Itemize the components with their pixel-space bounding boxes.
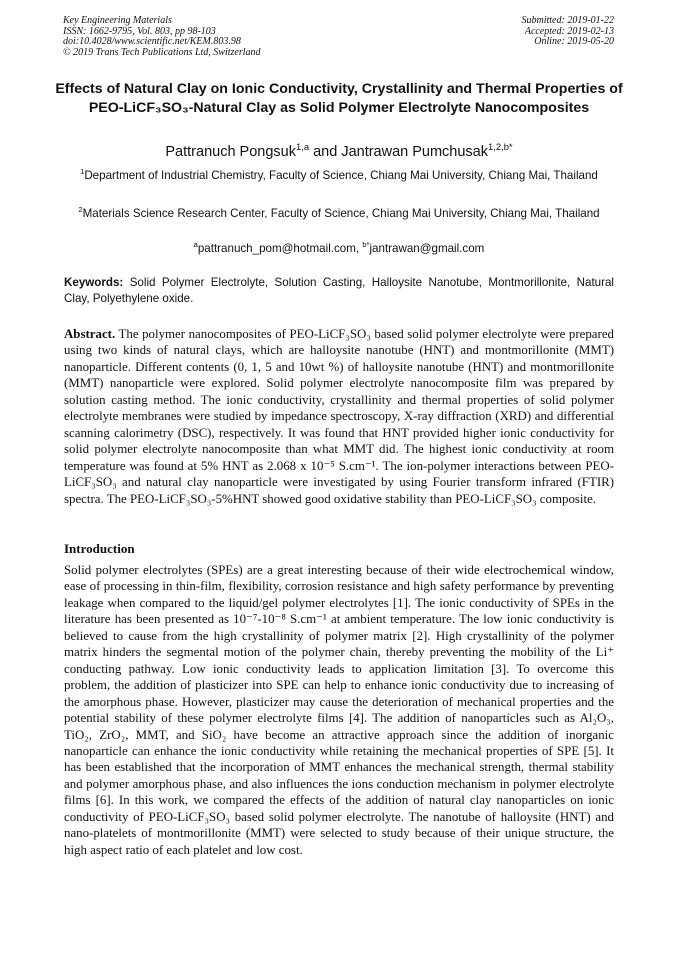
introduction-paragraph: Solid polymer electrolytes (SPEs) are a great interesting because of their wide electrochemical window, ease of processing in thin-film, flexibility, corrosion resistance and high safety performance by preventing leakage when compared to the liquid/gel polymer electrolytes [1]. The ionic conductivity of SPEs in the literature has been presented as 10⁻⁷-10⁻⁸ S.cm⁻¹ at ambient temperature. The low ionic conductivity is believed to cause from the high crystallinity of polymer matrix [2]. High crystallinity of the polymer matrix hinders the segmental motion of the polymer chain, thereby preventing the mobility of the Li⁺ conducting pathway. Low ionic conductivity leads to application limitation [3]. To overcome this problem, the addition of plasticizer into SPE can help to enhance ionic conductivity due to increasing of the amorphous phase. However, plasticizer may cause the deterioration of mechanical properties and the potential stability of these polymer electrolyte films [4]. The addition of nanoparticles such as Al₂O₃, TiO₂, ZrO₂, MMT, and SiO₂ have become an attractive approach since the addition of inorganic nanoparticle can enhance the ionic conductivity while retaining the mechanical properties of SPE [5]. It has been established that the incorporation of MMT enhances the mechanical strength, thermal stability and polymer amorphous phase, and also influences the ions conduction mechanism in polymer electrolyte films [6]. In this work, we compared the effects of the addition of natural clay nanoparticles on ionic conductivity of PEO-LiCF₃SO₃ based solid polymer electrolyte. The nanotube of halloysite (HNT) and nano-platelets of montmorillonite (MMT) were selected to study because of their unique structure, the high aspect ratio of each platelet and low cost. xyxy=(64,563,614,857)
email-address: jantrawan@gmail.com xyxy=(369,242,485,255)
section-heading: Introduction xyxy=(64,541,135,556)
author-affiliation-mark: 1,a xyxy=(295,141,310,153)
affiliation-text: Department of Industrial Chemistry, Faculty of Science, Chiang Mai University, Chiang Mai, Thailand xyxy=(84,169,598,182)
author-list xyxy=(55,143,623,161)
journal-copyright: © 2019 Trans Tech Publications Ltd, Switzerland xyxy=(63,46,261,58)
author-affiliation-mark: 1,2,b* xyxy=(488,141,513,153)
online-date: Online: 2019-05-20 xyxy=(534,36,614,48)
abstract-label: Abstract. xyxy=(64,327,116,341)
abstract-text: The polymer nanocomposites of PEO-LiCF₃SO₃ based solid polymer electrolyte were prepared using two kinds of natural clays, which are halloysite nanotube (HNT) and montmorillonite (MMT) nanoparticle. Different contents (0, 1, 5 and 10wt %) of halloysite nanotube (HNT) and montmorillonite (MMT) nanoparticle were explored. Solid polymer electrolyte nanocomposite film was prepared by solution casting method. The ionic conductivity, crystallinity and thermal properties of solid polymer electrolyte membranes were studied by impedance spectroscopy, X-ray diffraction (XRD) and differential scanning calorimetry (DSC), respectively. It was found that HNT provided higher ionic conductivity for solid polymer electrolyte nanocomposite than what MMT did. The highest ionic conductivity at room temperature was found at 5% HNT as 2.068 x 10⁻⁵ S.cm⁻¹. The ion-polymer interactions between PEO-LiCF₃SO₃ and natural clay nanoparticle were investigated by using Fourier transform infrared (FTIR) spectra. The PEO-LiCF₃SO₃-5%HNT showed good oxidative stability than PEO-LiCF₃SO₃ composite. xyxy=(64,327,614,506)
journal-info xyxy=(63,16,261,58)
affiliation-mark: 1 xyxy=(80,167,85,177)
affiliation xyxy=(75,206,603,222)
journal-name: Key Engineering Materials xyxy=(63,15,172,26)
accepted-date: Accepted: 2019-02-13 xyxy=(524,25,614,37)
email-mark: a xyxy=(193,240,198,250)
keywords xyxy=(64,275,614,307)
paper-title: Effects of Natural Clay on Ionic Conductivity, Crystallinity and Thermal Properties of PEO-LiCF₃SO₃-Natural Clay as Solid Polymer Electrolyte Nanocomposites xyxy=(55,81,623,116)
abstract xyxy=(64,326,614,507)
author-connector: and xyxy=(309,144,342,160)
submission-dates xyxy=(522,16,615,48)
email-address: pattranuch_pom@hotmail.com, xyxy=(197,242,363,255)
journal-issn: ISSN: 1662-9795, Vol. 803, pp 98-103 xyxy=(63,25,216,37)
author-name: Jantrawan Pumchusak xyxy=(341,144,488,160)
affiliation-mark: 2 xyxy=(78,205,83,215)
submitted-date: Submitted: 2019-01-22 xyxy=(521,15,614,26)
keywords-text: Solid Polymer Electrolyte, Solution Casting, Halloysite Nanotube, Montmorillonite, Natural Clay, Polyethylene oxide. xyxy=(64,276,614,305)
keywords-label: Keywords: xyxy=(64,276,124,289)
journal-doi: doi:10.4028/www.scientific.net/KEM.803.98 xyxy=(63,36,241,48)
email-mark: b* xyxy=(362,240,370,250)
author-emails xyxy=(55,241,623,257)
affiliation-text: Materials Science Research Center, Faculty of Science, Chiang Mai University, Chiang Mai, Thailand xyxy=(82,207,600,220)
affiliation xyxy=(75,168,603,184)
author-name: Pattranuch Pongsuk xyxy=(165,144,296,160)
